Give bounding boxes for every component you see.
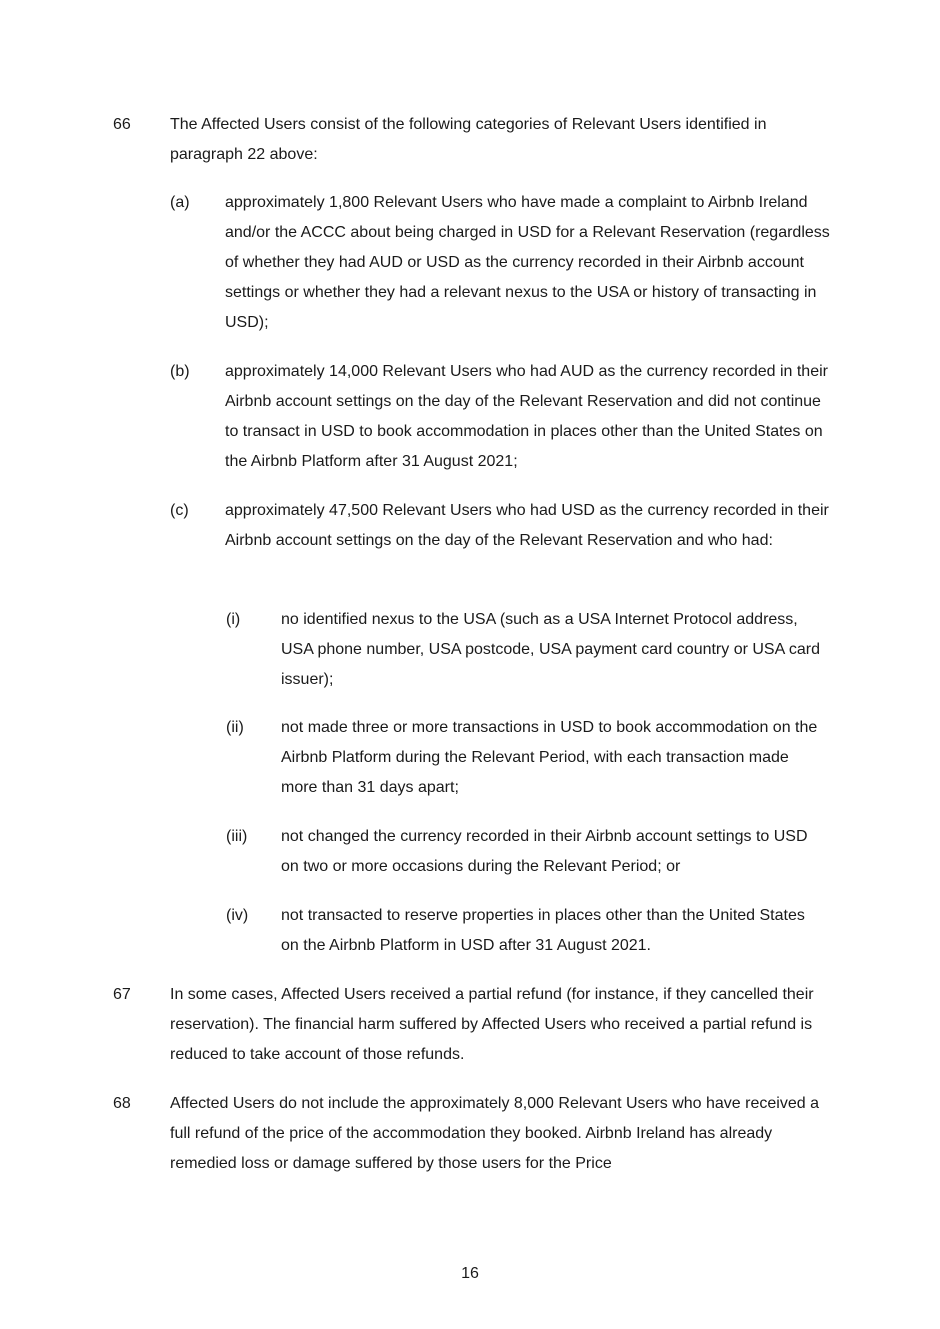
- list-item-text: approximately 14,000 Relevant Users who had AUD as the currency recorded in their Airbnb account settings on the day of the Relevant Reservation and did not continue to transact in USD to book accommodation in places other than the United States on the Airbnb Platform after 31 August 2021;: [225, 363, 828, 470]
- list-item-label: (b): [170, 363, 190, 380]
- list-item-label: (c): [170, 502, 189, 519]
- sub-list-item-text: no identified nexus to the USA (such as a USA Internet Protocol address, USA phone number, USA postcode, USA payment card country or USA card issuer);: [281, 611, 820, 688]
- paragraph-text: The Affected Users consist of the following categories of Relevant Users identified in paragraph 22 above:: [170, 116, 767, 163]
- sub-list-item-label: (iv): [226, 907, 249, 924]
- paragraph-text: In some cases, Affected Users received a partial refund (for instance, if they cancelled their reservation). The financial harm suffered by Affected Users who received a partial refund is reduced to take account of those refunds.: [170, 986, 814, 1063]
- sub-list-item-text: not made three or more transactions in USD to book accommodation on the Airbnb Platform during the Relevant Period, with each transaction made more than 31 days apart;: [281, 719, 818, 796]
- page-number: 16: [461, 1265, 479, 1282]
- sub-list-item-text: not transacted to reserve properties in places other than the United States on the Airbnb Platform in USD after 31 August 2021.: [281, 907, 805, 954]
- list-item-text: approximately 1,800 Relevant Users who have made a complaint to Airbnb Ireland and/or the ACCC about being charged in USD for a Relevant Reservation (regardless of whether they had AUD or USD as the currency recorded in their Airbnb account settings or whether they had a relevant nexus to the USA or history of transacting in USD);: [225, 194, 830, 331]
- list-item-label: (a): [170, 194, 190, 211]
- list-item-text: approximately 47,500 Relevant Users who had USD as the currency recorded in their Airbnb account settings on the day of the Relevant Reservation and who had:: [225, 502, 829, 549]
- sub-list-item-label: (iii): [226, 828, 248, 845]
- paragraph-number: 66: [113, 116, 131, 133]
- sub-list-item-text: not changed the currency recorded in their Airbnb account settings to USD on two or more occasions during the Relevant Period; or: [281, 828, 808, 875]
- paragraph-number: 68: [113, 1095, 131, 1112]
- sub-list-item-label: (i): [226, 611, 241, 628]
- sub-list-item-label: (ii): [226, 719, 244, 736]
- paragraph-number: 67: [113, 986, 131, 1003]
- paragraph-text: Affected Users do not include the approximately 8,000 Relevant Users who have received a full refund of the price of the accommodation they booked. Airbnb Ireland has already remedied loss or damage suffered by those users for the Price: [170, 1095, 819, 1172]
